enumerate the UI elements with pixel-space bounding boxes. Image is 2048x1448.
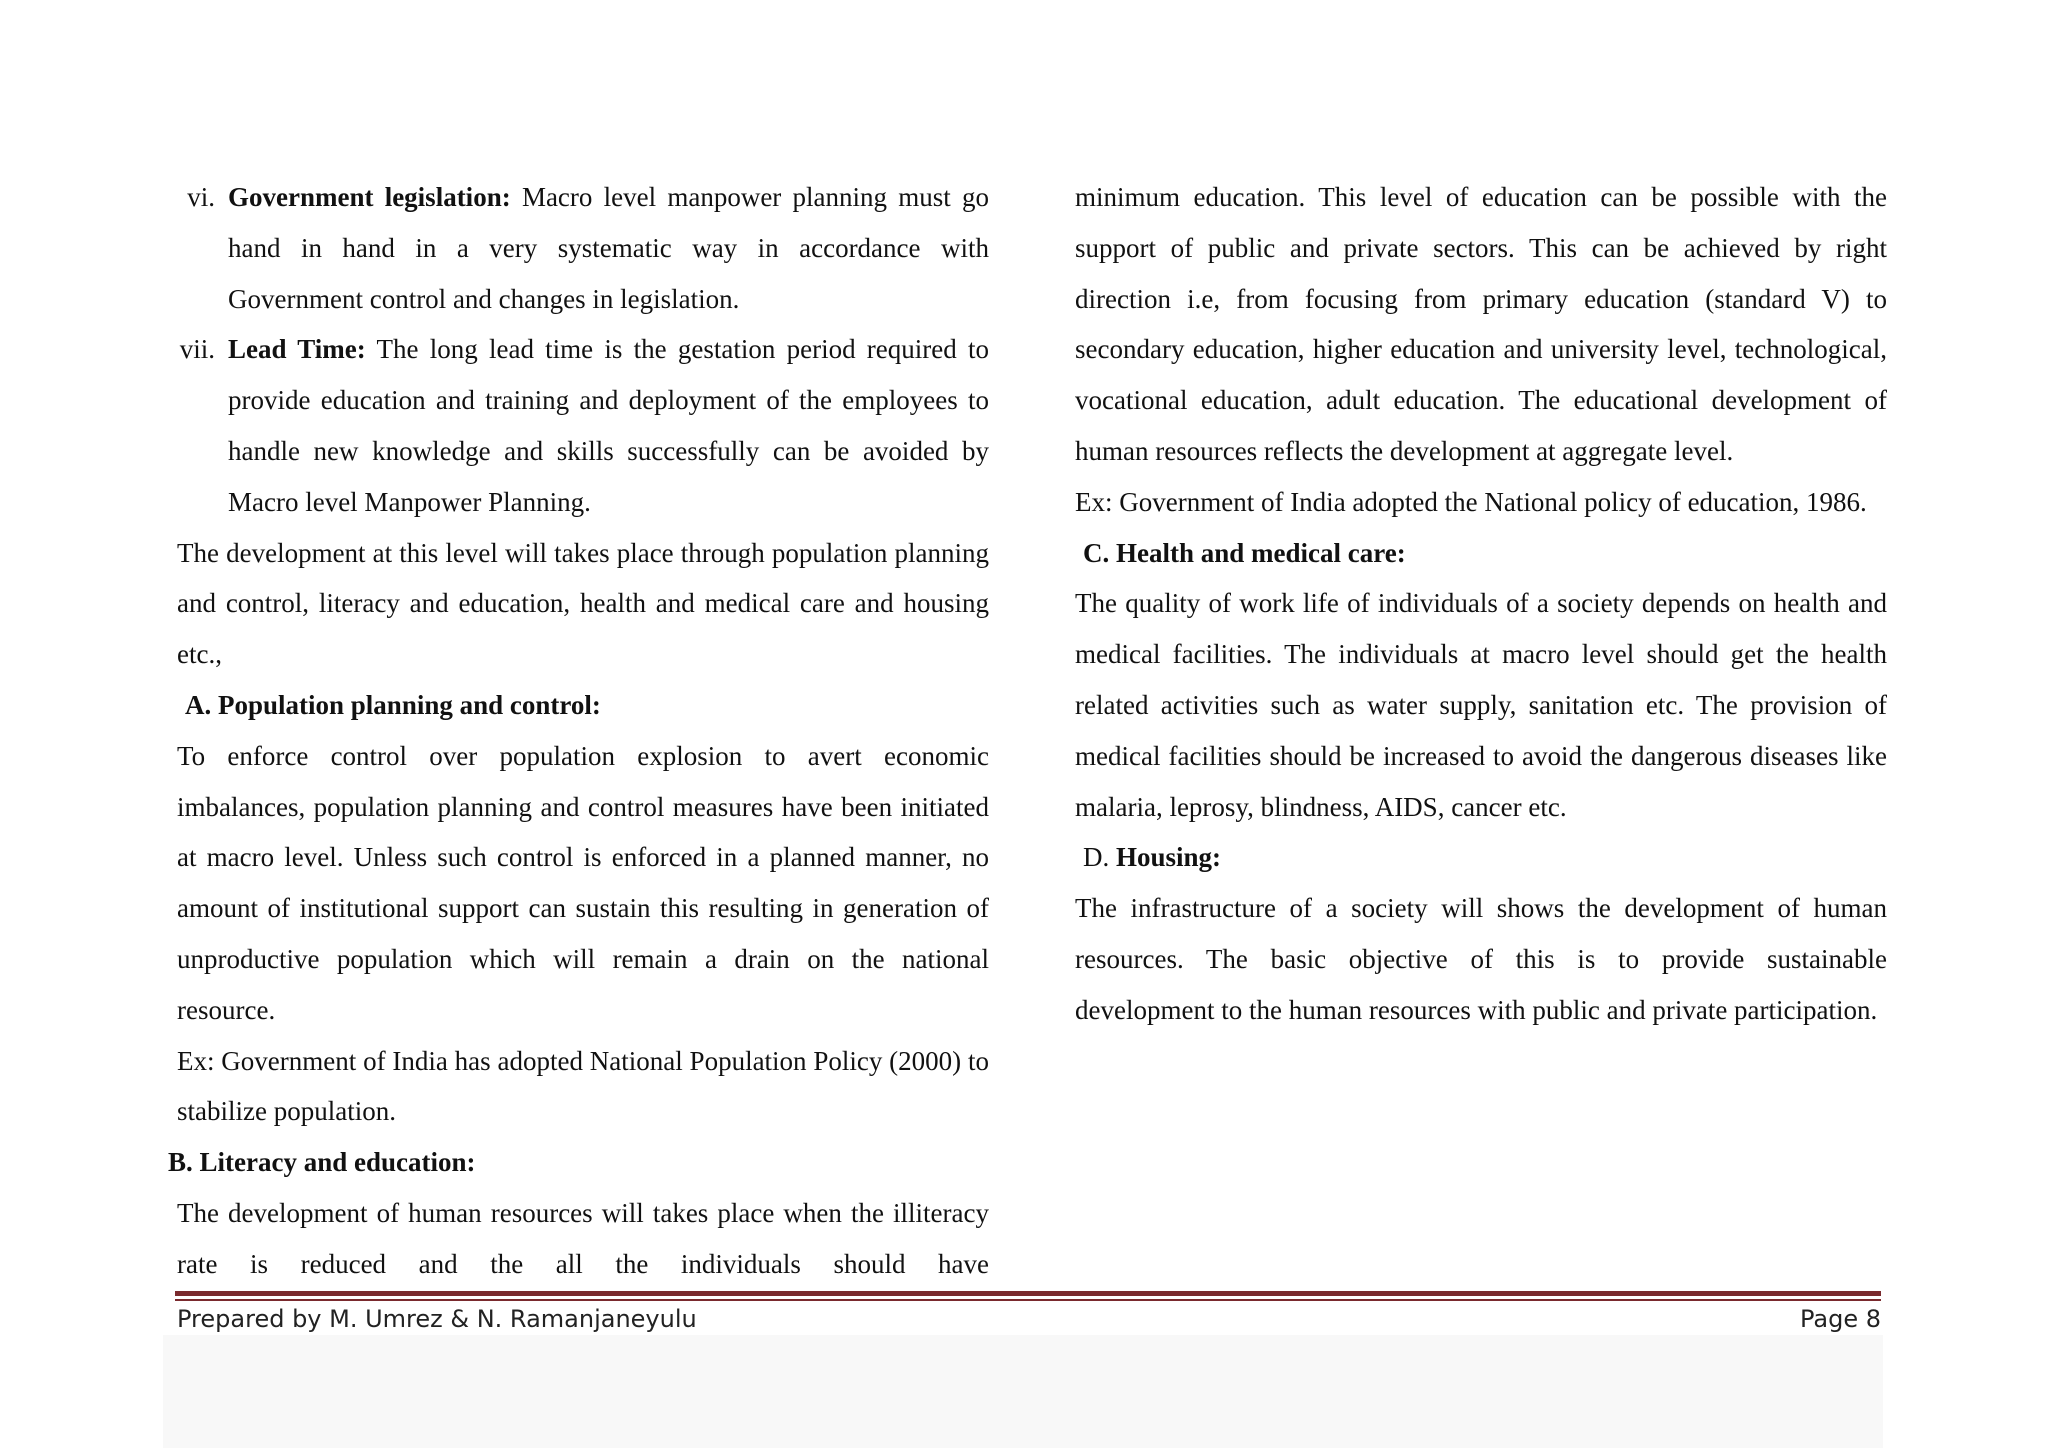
section-example: Ex: Government of India adopted the National policy of education, 1986. bbox=[1075, 486, 1867, 517]
section-paragraph: To enforce control over population explosion to avert economic imbalances, population planning and control measures have been initiated at macro level. Unless such control is enforced in a planned manner, no amount of institutional support can sustain this resulting in generation of unproductive population which will remain a drain on the national resource. bbox=[177, 740, 989, 1025]
section-title: Population planning and control: bbox=[218, 689, 601, 720]
page-number: Page 8 bbox=[1800, 1305, 1881, 1333]
page-bottom-shade bbox=[163, 1335, 1883, 1448]
list-item-lead-time bbox=[177, 324, 989, 527]
section-paragraph: The quality of work life of individuals of a society depends on health and medical facilities. The individuals at macro level should get the health related activities such as water supply, sanitation etc. The provision of medical facilities should be increased to avoid the dangerous diseases like malaria, leprosy, blindness, AIDS, cancer etc. bbox=[1075, 588, 1887, 822]
item-text: The long lead time is the gestation period required to provide education and training and deployment of the employees to handle new knowledge and skills successfully can be avoided by Macro level Manpower Planning. bbox=[228, 334, 990, 517]
section-heading-health bbox=[1075, 528, 1887, 579]
footer-author: Prepared by M. Umrez & N. Ramanjaneyulu bbox=[177, 1305, 697, 1333]
section-paragraph: The infrastructure of a society will shows the development of human resources. The basic objective of this is to provide sustainable development to the human resources with public and private participation. bbox=[1075, 893, 1887, 1025]
section-example: Ex: Government of India has adopted National Population Policy (2000) to stabilize population. bbox=[177, 1045, 989, 1127]
section-heading-literacy bbox=[168, 1137, 989, 1188]
section-paragraph: The development of human resources will takes place when the illiteracy rate is reduced and the all the individuals should have bbox=[177, 1197, 989, 1279]
section-letter: B. bbox=[168, 1147, 193, 1178]
item-number: vii. bbox=[179, 334, 215, 365]
item-text: Macro level manpower planning must go hand in hand in a very systematic way in accordance with Government control and changes in legislation. bbox=[228, 182, 989, 314]
section-heading-population bbox=[177, 680, 989, 731]
left-column bbox=[168, 172, 990, 1290]
section-title: Housing: bbox=[1116, 842, 1222, 873]
right-column bbox=[1075, 172, 1887, 1036]
list-item-government-legislation bbox=[177, 172, 989, 324]
item-title: Lead Time: bbox=[228, 334, 366, 365]
section-letter: C. bbox=[1083, 537, 1110, 568]
item-number: vi. bbox=[187, 182, 215, 212]
continued-paragraph: minimum education. This level of education can be possible with the support of public and private sectors. This can be achieved by right direction i.e, from focusing from primary education (standard V) to secondary education, higher education and university level, technological, vocational education, adult education. The educational development of human resources reflects the development at aggregate level. bbox=[1075, 182, 1887, 466]
footer-divider bbox=[175, 1291, 1881, 1296]
section-letter: D. bbox=[1083, 842, 1110, 873]
section-title: Health and medical care: bbox=[1116, 537, 1406, 568]
intro-paragraph: The development at this level will takes place through population planning and control, literacy and education, health and medical care and housing etc., bbox=[177, 537, 989, 670]
section-heading-housing bbox=[1075, 832, 1887, 883]
item-title: Government legislation: bbox=[228, 182, 511, 212]
section-letter: A. bbox=[185, 689, 212, 720]
section-title: Literacy and education: bbox=[199, 1147, 476, 1178]
